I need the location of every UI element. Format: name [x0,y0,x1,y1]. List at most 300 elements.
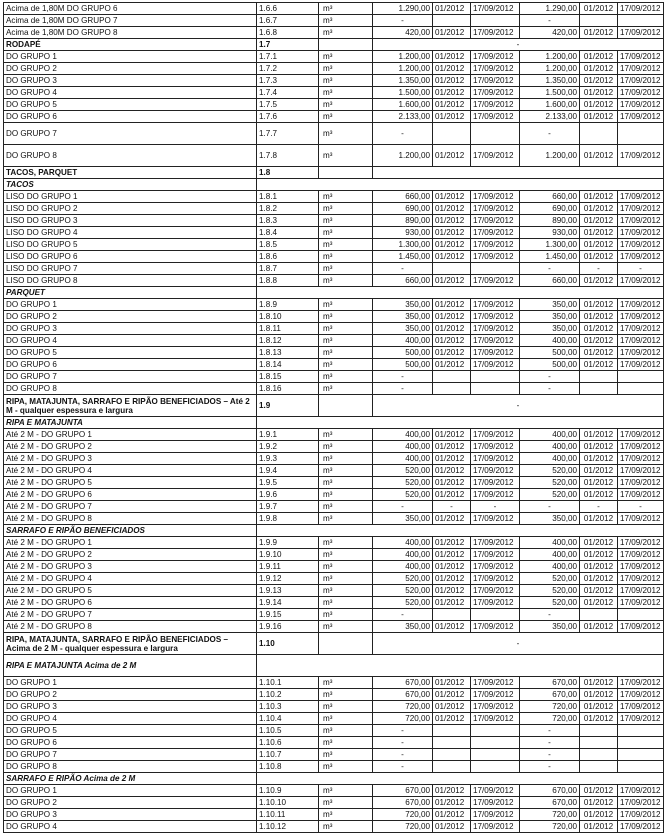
unit-cell: m³ [319,75,373,87]
item-code: 1.8.6 [257,251,319,263]
unit-cell: m³ [319,513,373,525]
ref-month-2 [580,383,618,395]
item-label: DO GRUPO 2 [4,689,257,701]
item-code: 1.10.9 [257,785,319,797]
item-label: DO GRUPO 4 [4,821,257,833]
item-label: DO GRUPO 6 [4,359,257,371]
ref-month [433,383,471,395]
price-value-2: 1.290,00 [520,3,580,15]
item-code: 1.8.7 [257,263,319,275]
ref-month: 01/2012 [433,677,471,689]
ref-month: 01/2012 [433,441,471,453]
ref-month-2: 01/2012 [580,821,618,833]
item-code: 1.10.4 [257,713,319,725]
publication-date: 17/09/2012 [471,51,520,63]
section-header-row [4,167,664,179]
table-row [4,111,664,123]
unit-cell: m³ [319,465,373,477]
publication-date: 17/09/2012 [471,713,520,725]
publication-date: 17/09/2012 [471,489,520,501]
publication-date-2: 17/09/2012 [618,821,664,833]
publication-date [471,725,520,737]
ref-month-2: 01/2012 [580,465,618,477]
ref-month-2 [580,761,618,773]
publication-date-2: 17/09/2012 [618,621,664,633]
price-value-2: 670,00 [520,689,580,701]
ref-month-2 [580,725,618,737]
item-code: 1.7.8 [257,145,319,167]
publication-date: 17/09/2012 [471,359,520,371]
unit-cell: m³ [319,785,373,797]
publication-date-2: 17/09/2012 [618,239,664,251]
item-label: LISO DO GRUPO 6 [4,251,257,263]
price-value-2: - [520,383,580,395]
table-row [4,677,664,689]
price-value: 500,00 [373,347,433,359]
unit-cell: m³ [319,537,373,549]
price-value: 720,00 [373,701,433,713]
item-label: DO GRUPO 7 [4,749,257,761]
unit-cell: m³ [319,701,373,713]
unit-cell: m³ [319,677,373,689]
publication-date: 17/09/2012 [471,299,520,311]
publication-date [471,761,520,773]
publication-date: 17/09/2012 [471,215,520,227]
table-row [4,465,664,477]
unit-cell: m³ [319,621,373,633]
price-value-2: 400,00 [520,453,580,465]
empty-cell [257,417,664,429]
publication-date-2 [618,749,664,761]
subsection-header-row [4,773,664,785]
publication-date-2: 17/09/2012 [618,51,664,63]
publication-date-2 [618,725,664,737]
item-label: Até 2 M - DO GRUPO 2 [4,441,257,453]
item-label: Até 2 M - DO GRUPO 7 [4,609,257,621]
price-value-2: 1.600,00 [520,99,580,111]
table-row [4,453,664,465]
ref-month: 01/2012 [433,215,471,227]
table-row [4,323,664,335]
publication-date-2: 17/09/2012 [618,99,664,111]
table-row [4,761,664,773]
publication-date-2 [618,123,664,145]
price-table [3,2,664,833]
subsection-title: SARRAFO E RIPÃO Acima de 2 M [4,773,257,785]
item-code: 1.10.2 [257,689,319,701]
item-code: 1.10.11 [257,809,319,821]
ref-month-2: - [580,263,618,275]
publication-date-2: 17/09/2012 [618,347,664,359]
price-value: 350,00 [373,323,433,335]
price-value: 720,00 [373,713,433,725]
table-row [4,797,664,809]
ref-month: 01/2012 [433,145,471,167]
publication-date-2: 17/09/2012 [618,429,664,441]
unit-cell: m³ [319,335,373,347]
price-value-2: 400,00 [520,561,580,573]
unit-cell: m³ [319,251,373,263]
table-row [4,239,664,251]
table-row [4,347,664,359]
section-title: TACOS, PARQUET [4,167,257,179]
empty-cell [257,655,664,677]
unit-cell: m³ [319,713,373,725]
price-value-2: 520,00 [520,465,580,477]
unit-cell: m³ [319,501,373,513]
unit-cell: m³ [319,549,373,561]
empty-cell [257,287,664,299]
publication-date-2: 17/09/2012 [618,3,664,15]
item-code: 1.8.2 [257,203,319,215]
ref-month-2: 01/2012 [580,513,618,525]
publication-date-2: 17/09/2012 [618,573,664,585]
unit-cell: m³ [319,215,373,227]
price-value-2: 400,00 [520,429,580,441]
item-label: Acima de 1,80M DO GRUPO 6 [4,3,257,15]
publication-date: 17/09/2012 [471,677,520,689]
ref-month-2: 01/2012 [580,203,618,215]
ref-month: 01/2012 [433,561,471,573]
publication-date-2: 17/09/2012 [618,465,664,477]
item-label: LISO DO GRUPO 3 [4,215,257,227]
item-code: 1.8.3 [257,215,319,227]
table-row [4,145,664,167]
unit-cell: m³ [319,323,373,335]
price-value: 1.200,00 [373,51,433,63]
section-code: 1.7 [257,39,319,51]
ref-month: 01/2012 [433,785,471,797]
item-label: LISO DO GRUPO 4 [4,227,257,239]
ref-month-2: 01/2012 [580,251,618,263]
price-value-2: 400,00 [520,441,580,453]
ref-month: 01/2012 [433,111,471,123]
unit-cell: m³ [319,597,373,609]
unit-cell: m³ [319,809,373,821]
ref-month: - [433,501,471,513]
ref-month-2: 01/2012 [580,227,618,239]
empty-cell [257,179,664,191]
ref-month-2: 01/2012 [580,299,618,311]
ref-month: 01/2012 [433,573,471,585]
publication-date: 17/09/2012 [471,621,520,633]
item-code: 1.7.6 [257,111,319,123]
item-label: Até 2 M - DO GRUPO 6 [4,597,257,609]
item-label: LISO DO GRUPO 8 [4,275,257,287]
publication-date-2: 17/09/2012 [618,251,664,263]
ref-month-2: 01/2012 [580,537,618,549]
unit-cell: m³ [319,191,373,203]
price-value-2: 1.200,00 [520,51,580,63]
publication-date: 17/09/2012 [471,335,520,347]
table-row [4,821,664,833]
unit-cell: m³ [319,573,373,585]
item-code: 1.7.3 [257,75,319,87]
section-dash [373,167,664,179]
item-label: LISO DO GRUPO 5 [4,239,257,251]
publication-date: 17/09/2012 [471,63,520,75]
empty-cell [319,39,373,51]
unit-cell: m³ [319,477,373,489]
empty-cell [319,633,373,655]
price-value-2: 2.133,00 [520,111,580,123]
ref-month: 01/2012 [433,809,471,821]
table-row [4,689,664,701]
ref-month-2: 01/2012 [580,111,618,123]
ref-month: 01/2012 [433,621,471,633]
ref-month: 01/2012 [433,537,471,549]
ref-month: 01/2012 [433,453,471,465]
publication-date-2: - [618,501,664,513]
publication-date-2: 17/09/2012 [618,311,664,323]
publication-date-2: 17/09/2012 [618,477,664,489]
item-label: DO GRUPO 1 [4,299,257,311]
price-value: 520,00 [373,573,433,585]
item-code: 1.9.1 [257,429,319,441]
item-code: 1.9.4 [257,465,319,477]
item-code: 1.9.7 [257,501,319,513]
item-label: Acima de 1,80M DO GRUPO 8 [4,27,257,39]
unit-cell: m³ [319,609,373,621]
ref-month [433,749,471,761]
item-code: 1.10.12 [257,821,319,833]
item-label: Até 2 M - DO GRUPO 7 [4,501,257,513]
ref-month [433,263,471,275]
item-code: 1.8.5 [257,239,319,251]
publication-date-2: 17/09/2012 [618,689,664,701]
price-value-2: - [520,609,580,621]
item-code: 1.9.9 [257,537,319,549]
publication-date: 17/09/2012 [471,453,520,465]
section-dash: - [373,633,664,655]
item-label: DO GRUPO 3 [4,809,257,821]
unit-cell: m³ [319,725,373,737]
section-dash: - [373,39,664,51]
ref-month: 01/2012 [433,311,471,323]
price-value-2: - [520,749,580,761]
ref-month [433,737,471,749]
ref-month: 01/2012 [433,701,471,713]
price-value-2: 400,00 [520,549,580,561]
price-value: 670,00 [373,677,433,689]
item-code: 1.8.11 [257,323,319,335]
publication-date-2: 17/09/2012 [618,513,664,525]
table-row [4,311,664,323]
item-label: DO GRUPO 3 [4,701,257,713]
unit-cell: m³ [319,63,373,75]
ref-month-2: 01/2012 [580,597,618,609]
table-row [4,573,664,585]
item-code: 1.9.16 [257,621,319,633]
publication-date: 17/09/2012 [471,275,520,287]
table-row [4,15,664,27]
publication-date-2: 17/09/2012 [618,597,664,609]
publication-date-2: 17/09/2012 [618,785,664,797]
publication-date: 17/09/2012 [471,227,520,239]
table-row [4,809,664,821]
subsection-header-row [4,525,664,537]
table-row [4,621,664,633]
publication-date-2 [618,383,664,395]
publication-date: 17/09/2012 [471,239,520,251]
price-value-2: 720,00 [520,821,580,833]
table-row [4,371,664,383]
table-row [4,441,664,453]
publication-date: - [471,501,520,513]
item-code: 1.10.5 [257,725,319,737]
publication-date-2: - [618,263,664,275]
price-value: 400,00 [373,441,433,453]
price-value: - [373,725,433,737]
section-header-row [4,395,664,417]
publication-date-2 [618,371,664,383]
price-value-2: - [520,15,580,27]
section-code: 1.10 [257,633,319,655]
price-value-2: 350,00 [520,323,580,335]
price-table-page [0,2,661,831]
unit-cell: m³ [319,561,373,573]
publication-date: 17/09/2012 [471,191,520,203]
price-value: 350,00 [373,621,433,633]
table-row [4,227,664,239]
unit-cell: m³ [319,749,373,761]
price-value: 1.500,00 [373,87,433,99]
item-label: DO GRUPO 8 [4,145,257,167]
price-value: 350,00 [373,513,433,525]
publication-date: 17/09/2012 [471,573,520,585]
publication-date-2: 17/09/2012 [618,701,664,713]
ref-month-2 [580,15,618,27]
unit-cell: m³ [319,227,373,239]
table-row [4,99,664,111]
ref-month [433,15,471,27]
publication-date-2: 17/09/2012 [618,111,664,123]
publication-date: 17/09/2012 [471,477,520,489]
price-value-2: - [520,263,580,275]
item-code: 1.9.13 [257,585,319,597]
item-code: 1.9.12 [257,573,319,585]
ref-month: 01/2012 [433,429,471,441]
subsection-title: TACOS [4,179,257,191]
item-code: 1.8.9 [257,299,319,311]
item-code: 1.7.2 [257,63,319,75]
price-value: 1.200,00 [373,145,433,167]
unit-cell: m³ [319,299,373,311]
item-label: DO GRUPO 6 [4,737,257,749]
price-value-2: 350,00 [520,311,580,323]
table-row [4,561,664,573]
publication-date: 17/09/2012 [471,111,520,123]
unit-cell: m³ [319,3,373,15]
publication-date-2: 17/09/2012 [618,215,664,227]
price-value-2: 720,00 [520,809,580,821]
publication-date-2: 17/09/2012 [618,489,664,501]
item-label: DO GRUPO 5 [4,99,257,111]
item-label: DO GRUPO 5 [4,725,257,737]
table-row [4,501,664,513]
price-value-2: 1.200,00 [520,145,580,167]
item-code: 1.8.10 [257,311,319,323]
item-label: Até 2 M - DO GRUPO 6 [4,489,257,501]
publication-date-2: 17/09/2012 [618,549,664,561]
item-label: DO GRUPO 2 [4,311,257,323]
ref-month-2: 01/2012 [580,621,618,633]
table-row [4,359,664,371]
item-label: Até 2 M - DO GRUPO 8 [4,513,257,525]
table-row [4,549,664,561]
publication-date: 17/09/2012 [471,99,520,111]
price-value: 400,00 [373,549,433,561]
ref-month-2: 01/2012 [580,701,618,713]
unit-cell: m³ [319,123,373,145]
publication-date: 17/09/2012 [471,561,520,573]
price-value-2: 1.450,00 [520,251,580,263]
table-row [4,513,664,525]
price-value-2: 670,00 [520,797,580,809]
price-table-body [4,3,664,833]
item-code: 1.10.6 [257,737,319,749]
ref-month-2: 01/2012 [580,215,618,227]
table-row [4,215,664,227]
price-value: - [373,371,433,383]
subsection-header-row [4,417,664,429]
price-value: 670,00 [373,797,433,809]
publication-date-2: 17/09/2012 [618,441,664,453]
price-value: 690,00 [373,203,433,215]
price-value-2: 520,00 [520,597,580,609]
item-label: DO GRUPO 6 [4,111,257,123]
publication-date: 17/09/2012 [471,87,520,99]
price-value: - [373,123,433,145]
subsection-header-row [4,179,664,191]
publication-date: 17/09/2012 [471,3,520,15]
publication-date [471,749,520,761]
ref-month-2: 01/2012 [580,275,618,287]
unit-cell: m³ [319,453,373,465]
publication-date: 17/09/2012 [471,585,520,597]
section-code: 1.9 [257,395,319,417]
price-value-2: 520,00 [520,477,580,489]
price-value-2: - [520,501,580,513]
publication-date-2 [618,15,664,27]
ref-month-2: 01/2012 [580,585,618,597]
subsection-header-row [4,655,664,677]
price-value: 1.200,00 [373,63,433,75]
empty-cell [257,525,664,537]
price-value: 400,00 [373,335,433,347]
section-code: 1.8 [257,167,319,179]
ref-month [433,725,471,737]
price-value: 520,00 [373,477,433,489]
price-value: 670,00 [373,785,433,797]
ref-month: 01/2012 [433,251,471,263]
table-row [4,737,664,749]
publication-date-2: 17/09/2012 [618,797,664,809]
price-value-2: 400,00 [520,537,580,549]
ref-month: 01/2012 [433,821,471,833]
table-row [4,785,664,797]
unit-cell: m³ [319,737,373,749]
item-code: 1.8.15 [257,371,319,383]
ref-month-2: 01/2012 [580,489,618,501]
price-value: 660,00 [373,191,433,203]
table-row [4,263,664,275]
table-row [4,3,664,15]
price-value-2: 350,00 [520,513,580,525]
price-value-2: 930,00 [520,227,580,239]
ref-month: 01/2012 [433,275,471,287]
price-value-2: 670,00 [520,677,580,689]
